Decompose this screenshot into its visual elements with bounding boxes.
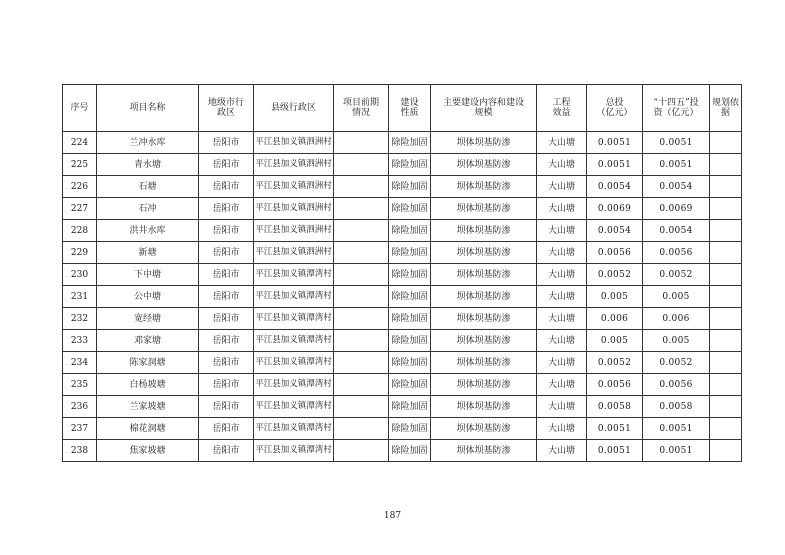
content-cell: 坝体坝基防渗 [431,352,537,374]
column-header-line: 规模 [474,108,493,118]
city-cell: 岳阳市 [199,352,254,374]
five-year-investment: 0.006 [643,308,710,330]
county-cell: 平江县加义镇潭湾村 [254,374,334,396]
total-investment: 0.0069 [587,198,643,220]
nature-cell: 除险加固 [389,418,431,440]
prelim-cell [334,352,389,374]
county-cell: 平江县加义镇泗洲村 [254,176,334,198]
table-row [63,308,742,330]
prelim-cell [334,396,389,418]
row-id: 236 [63,396,97,418]
city-cell: 岳阳市 [199,308,254,330]
table-row [63,242,742,264]
column-header [389,85,431,132]
prelim-cell [334,176,389,198]
county-cell: 平江县加义镇泗洲村 [254,220,334,242]
benefit-cell: 大山塘 [537,396,587,418]
city-cell: 岳阳市 [199,176,254,198]
basis-cell [710,220,742,242]
prelim-cell [334,264,389,286]
table-row [63,220,742,242]
column-header-line: 效益 [552,108,571,118]
benefit-cell: 大山塘 [537,286,587,308]
column-header-line: 县级行政区 [270,103,316,113]
basis-cell [710,132,742,154]
row-id: 224 [63,132,97,154]
project-name: 邓家塘 [97,330,199,352]
row-id: 231 [63,286,97,308]
row-id: 233 [63,330,97,352]
benefit-cell: 大山塘 [537,418,587,440]
column-header-line: 工程 [552,98,571,108]
table-row [63,132,742,154]
column-header-line: （亿元） [596,108,633,118]
table-row [63,440,742,462]
city-cell: 岳阳市 [199,330,254,352]
row-id: 237 [63,418,97,440]
project-name: 新塘 [97,242,199,264]
content-cell: 坝体坝基防渗 [431,308,537,330]
city-cell: 岳阳市 [199,396,254,418]
project-name: 陈家洞塘 [97,352,199,374]
benefit-cell: 大山塘 [537,220,587,242]
total-investment: 0.0056 [587,242,643,264]
column-header-line: 主要建设内容和建设 [442,98,524,108]
prelim-cell [334,374,389,396]
five-year-investment: 0.0056 [643,374,710,396]
column-header [710,85,742,132]
basis-cell [710,396,742,418]
basis-cell [710,352,742,374]
project-name: 青水塘 [97,154,199,176]
project-name: 白杨坡塘 [97,374,199,396]
column-header [334,85,389,132]
city-cell: 岳阳市 [199,374,254,396]
city-cell: 岳阳市 [199,198,254,220]
column-header [254,85,334,132]
county-cell: 平江县加义镇潭湾村 [254,308,334,330]
five-year-investment: 0.0052 [643,264,710,286]
column-header [587,85,643,132]
five-year-investment: 0.0051 [643,440,710,462]
five-year-investment: 0.0058 [643,396,710,418]
county-cell: 平江县加义镇潭湾村 [254,396,334,418]
county-cell: 平江县加义镇泗洲村 [254,154,334,176]
total-investment: 0.0051 [587,132,643,154]
project-name: 兰冲水库 [97,132,199,154]
header-row [63,85,742,132]
county-cell: 平江县加义镇潭湾村 [254,440,334,462]
benefit-cell: 大山塘 [537,330,587,352]
table-body [63,132,742,462]
content-cell: 坝体坝基防渗 [431,396,537,418]
table-row [63,352,742,374]
content-cell: 坝体坝基防渗 [431,440,537,462]
prelim-cell [334,308,389,330]
basis-cell [710,176,742,198]
table-row [63,374,742,396]
five-year-investment: 0.0056 [643,242,710,264]
benefit-cell: 大山塘 [537,308,587,330]
nature-cell: 除险加固 [389,132,431,154]
basis-cell [710,264,742,286]
table-row [63,176,742,198]
city-cell: 岳阳市 [199,132,254,154]
content-cell: 坝体坝基防渗 [431,220,537,242]
content-cell: 坝体坝基防渗 [431,374,537,396]
county-cell: 平江县加义镇泗洲村 [254,198,334,220]
project-name: 宽经塘 [97,308,199,330]
row-id: 226 [63,176,97,198]
five-year-investment: 0.0051 [643,418,710,440]
prelim-cell [334,242,389,264]
benefit-cell: 大山塘 [537,352,587,374]
content-cell: 坝体坝基防渗 [431,154,537,176]
five-year-investment: 0.005 [643,330,710,352]
benefit-cell: 大山塘 [537,264,587,286]
nature-cell: 除险加固 [389,286,431,308]
nature-cell: 除险加固 [389,264,431,286]
project-name: 洪井水库 [97,220,199,242]
total-investment: 0.0054 [587,176,643,198]
benefit-cell: 大山塘 [537,374,587,396]
five-year-investment: 0.0051 [643,154,710,176]
nature-cell: 除险加固 [389,330,431,352]
column-header-line: 序号 [70,103,89,113]
nature-cell: 除险加固 [389,176,431,198]
nature-cell: 除险加固 [389,220,431,242]
county-cell: 平江县加义镇潭湾村 [254,264,334,286]
nature-cell: 除险加固 [389,352,431,374]
table-row [63,330,742,352]
benefit-cell: 大山塘 [537,132,587,154]
five-year-investment: 0.0052 [643,352,710,374]
prelim-cell [334,154,389,176]
column-header-line: 情况 [351,108,370,118]
city-cell: 岳阳市 [199,154,254,176]
basis-cell [710,440,742,462]
column-header [537,85,587,132]
prelim-cell [334,440,389,462]
column-header [199,85,254,132]
column-header-line: 地级市行 [207,98,244,108]
benefit-cell: 大山塘 [537,242,587,264]
total-investment: 0.0052 [587,264,643,286]
content-cell: 坝体坝基防渗 [431,198,537,220]
content-cell: 坝体坝基防渗 [431,330,537,352]
nature-cell: 除险加固 [389,374,431,396]
column-header [63,85,97,132]
county-cell: 平江县加义镇潭湾村 [254,352,334,374]
page-number: 187 [383,511,402,521]
benefit-cell: 大山塘 [537,440,587,462]
project-name: 公中塘 [97,286,199,308]
nature-cell: 除险加固 [389,154,431,176]
row-id: 228 [63,220,97,242]
five-year-investment: 0.0069 [643,198,710,220]
prelim-cell [334,132,389,154]
content-cell: 坝体坝基防渗 [431,242,537,264]
column-header-line: 性质 [400,108,419,118]
column-header-line: 总投 [605,98,624,108]
row-id: 230 [63,264,97,286]
content-cell: 坝体坝基防渗 [431,418,537,440]
basis-cell [710,286,742,308]
total-investment: 0.005 [587,286,643,308]
prelim-cell [334,220,389,242]
column-header-line: 规划依据 [711,98,739,118]
table-row [63,396,742,418]
nature-cell: 除险加固 [389,396,431,418]
table-row [63,198,742,220]
content-cell: 坝体坝基防渗 [431,132,537,154]
city-cell: 岳阳市 [199,286,254,308]
county-cell: 平江县加义镇潭湾村 [254,286,334,308]
total-investment: 0.0058 [587,396,643,418]
county-cell: 平江县加义镇潭湾村 [254,330,334,352]
prelim-cell [334,418,389,440]
table-row [63,264,742,286]
benefit-cell: 大山塘 [537,154,587,176]
table-row [63,286,742,308]
project-name: 石塘 [97,176,199,198]
project-name: 下中塘 [97,264,199,286]
project-name: 棉花洞塘 [97,418,199,440]
total-investment: 0.0051 [587,440,643,462]
row-id: 225 [63,154,97,176]
prelim-cell [334,286,389,308]
city-cell: 岳阳市 [199,440,254,462]
basis-cell [710,308,742,330]
city-cell: 岳阳市 [199,264,254,286]
row-id: 238 [63,440,97,462]
basis-cell [710,154,742,176]
column-header-line: 建设 [400,98,419,108]
basis-cell [710,418,742,440]
nature-cell: 除险加固 [389,198,431,220]
total-investment: 0.0052 [587,352,643,374]
basis-cell [710,242,742,264]
nature-cell: 除险加固 [389,440,431,462]
city-cell: 岳阳市 [199,418,254,440]
column-header [643,85,710,132]
total-investment: 0.0056 [587,374,643,396]
column-header-line: 资（亿元） [653,108,699,118]
basis-cell [710,374,742,396]
total-investment: 0.0054 [587,220,643,242]
total-investment: 0.0051 [587,418,643,440]
project-name: 焦家坡塘 [97,440,199,462]
county-cell: 平江县加义镇泗洲村 [254,132,334,154]
basis-cell [710,198,742,220]
column-header-line: 项目名称 [129,103,166,113]
column-header [431,85,537,132]
row-id: 234 [63,352,97,374]
row-id: 229 [63,242,97,264]
column-header-line: “十四五”投 [653,98,699,108]
nature-cell: 除险加固 [389,308,431,330]
project-name: 兰家坡塘 [97,396,199,418]
city-cell: 岳阳市 [199,220,254,242]
total-investment: 0.006 [587,308,643,330]
five-year-investment: 0.0051 [643,132,710,154]
column-header [97,85,199,132]
benefit-cell: 大山塘 [537,176,587,198]
row-id: 235 [63,374,97,396]
content-cell: 坝体坝基防渗 [431,176,537,198]
project-name: 石冲 [97,198,199,220]
total-investment: 0.0051 [587,154,643,176]
row-id: 227 [63,198,97,220]
column-header-line: 项目前期 [342,98,379,108]
content-cell: 坝体坝基防渗 [431,264,537,286]
total-investment: 0.005 [587,330,643,352]
county-cell: 平江县加义镇潭湾村 [254,418,334,440]
project-table [62,84,742,462]
basis-cell [710,330,742,352]
five-year-investment: 0.005 [643,286,710,308]
prelim-cell [334,198,389,220]
row-id: 232 [63,308,97,330]
table-row [63,154,742,176]
prelim-cell [334,330,389,352]
five-year-investment: 0.0054 [643,220,710,242]
city-cell: 岳阳市 [199,242,254,264]
table-header [63,85,742,132]
column-header-line: 政区 [216,108,235,118]
table-row [63,418,742,440]
county-cell: 平江县加义镇泗洲村 [254,242,334,264]
five-year-investment: 0.0054 [643,176,710,198]
benefit-cell: 大山塘 [537,198,587,220]
content-cell: 坝体坝基防渗 [431,286,537,308]
nature-cell: 除险加固 [389,242,431,264]
